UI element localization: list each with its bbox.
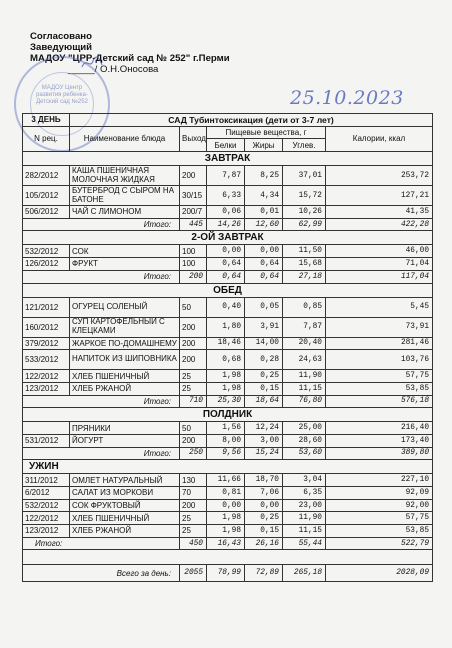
menu-body xyxy=(23,152,433,582)
col-carbs: Углев. xyxy=(283,139,326,152)
carbs-value: 0,85 xyxy=(283,297,326,317)
protein-value: 0,06 xyxy=(207,206,245,219)
carbs-value: 23,00 xyxy=(283,499,326,512)
protein-value: 8,00 xyxy=(207,434,245,447)
calories-value: 227,10 xyxy=(326,474,433,487)
total-label: Итого: xyxy=(23,447,180,460)
dish-name: ХЛЕБ ПШЕНИЧНЫЙ xyxy=(70,370,180,383)
total-calories: 117,04 xyxy=(326,270,433,283)
yield-value: 25 xyxy=(180,382,207,395)
total-protein: 14,26 xyxy=(207,218,245,231)
head-title: Заведующий xyxy=(30,42,93,53)
protein-value: 0,64 xyxy=(207,258,245,271)
section-title: 2-ОЙ ЗАВТРАК xyxy=(23,231,433,245)
fat-value: 3,00 xyxy=(245,434,283,447)
protein-value: 0,00 xyxy=(207,245,245,258)
menu-row xyxy=(23,487,433,500)
total-fat: 0,64 xyxy=(245,270,283,283)
calories-value: 41,35 xyxy=(326,206,433,219)
dish-name: ПРЯНИКИ xyxy=(70,422,180,435)
grand-total-yield: 2055 xyxy=(180,565,207,582)
handwritten-signature xyxy=(80,55,104,71)
fat-value: 0,00 xyxy=(245,499,283,512)
recipe-number: 6/2012 xyxy=(23,487,70,500)
col-protein: Белки xyxy=(207,139,245,152)
recipe-number: 379/2012 xyxy=(23,337,70,350)
total-carbs: 76,80 xyxy=(283,395,326,408)
menu-row xyxy=(23,512,433,525)
dish-name: ХЛЕБ ПШЕНИЧНЫЙ xyxy=(70,512,180,525)
protein-value: 1,80 xyxy=(207,317,245,337)
carbs-value: 3,04 xyxy=(283,474,326,487)
menu-row xyxy=(23,258,433,271)
grand-total-calories: 2028,09 xyxy=(326,565,433,582)
recipe-number: 123/2012 xyxy=(23,525,70,538)
yield-value: 100 xyxy=(180,245,207,258)
menu-row xyxy=(23,525,433,538)
protein-value: 1,98 xyxy=(207,370,245,383)
carbs-value: 15,72 xyxy=(283,186,326,206)
menu-row xyxy=(23,434,433,447)
total-fat: 15,24 xyxy=(245,447,283,460)
fat-value: 0,64 xyxy=(245,258,283,271)
menu-row xyxy=(23,245,433,258)
total-yield: 710 xyxy=(180,395,207,408)
carbs-value: 11,15 xyxy=(283,525,326,538)
total-label: Итого: xyxy=(23,537,180,550)
yield-value: 25 xyxy=(180,512,207,525)
grand-total-label: Всего за день: xyxy=(23,565,180,582)
carbs-value: 15,68 xyxy=(283,258,326,271)
total-carbs: 62,99 xyxy=(283,218,326,231)
yield-value: 200 xyxy=(180,337,207,350)
fat-value: 14,00 xyxy=(245,337,283,350)
recipe-number: 105/2012 xyxy=(23,186,70,206)
total-yield: 450 xyxy=(180,537,207,550)
col-calories: Калории, ккал xyxy=(326,126,433,151)
menu-row xyxy=(23,474,433,487)
section-total-row xyxy=(23,537,433,550)
dish-name: ЖАРКОЕ ПО-ДОМАШНЕМУ xyxy=(70,337,180,350)
yield-value: 200 xyxy=(180,317,207,337)
menu-row xyxy=(23,317,433,337)
day-label: 3 ДЕНЬ xyxy=(23,114,70,127)
protein-value: 7,87 xyxy=(207,166,245,186)
total-carbs: 27,18 xyxy=(283,270,326,283)
fat-value: 8,25 xyxy=(245,166,283,186)
yield-value: 30/15 xyxy=(180,186,207,206)
section-title: УЖИН xyxy=(23,460,433,474)
col-recipe-number: N рец. xyxy=(23,126,70,151)
col-dish-name: Наименование блюда xyxy=(70,126,180,151)
section-total-row xyxy=(23,395,433,408)
yield-value: 200 xyxy=(180,434,207,447)
recipe-number: 122/2012 xyxy=(23,512,70,525)
approval-line: Согласовано xyxy=(30,31,92,42)
total-fat: 26,16 xyxy=(245,537,283,550)
spacer-row xyxy=(23,550,433,565)
recipe-number: 533/2012 xyxy=(23,350,70,370)
section-header-row xyxy=(23,152,433,166)
carbs-value: 10,26 xyxy=(283,206,326,219)
total-yield: 445 xyxy=(180,218,207,231)
carbs-value: 11,90 xyxy=(283,512,326,525)
carbs-value: 6,35 xyxy=(283,487,326,500)
calories-value: 253,72 xyxy=(326,166,433,186)
grand-total-protein: 78,99 xyxy=(207,565,245,582)
total-calories: 422,28 xyxy=(326,218,433,231)
protein-value: 0,68 xyxy=(207,350,245,370)
yield-value: 70 xyxy=(180,487,207,500)
section-title: ПОЛДНИК xyxy=(23,408,433,422)
protein-value: 1,98 xyxy=(207,525,245,538)
yield-value: 200 xyxy=(180,350,207,370)
dish-name: СУП КАРТОФЕЛЬНЫЙ С КЛЕЦКАМИ xyxy=(70,317,180,337)
dish-name: ОМЛЕТ НАТУРАЛЬНЫЙ xyxy=(70,474,180,487)
fat-value: 0,00 xyxy=(245,245,283,258)
recipe-number: 311/2012 xyxy=(23,474,70,487)
recipe-number: 506/2012 xyxy=(23,206,70,219)
fat-value: 7,06 xyxy=(245,487,283,500)
dish-name: БУТЕРБРОД С СЫРОМ НА БАТОНЕ xyxy=(70,186,180,206)
fat-value: 12,24 xyxy=(245,422,283,435)
calories-value: 71,04 xyxy=(326,258,433,271)
yield-value: 50 xyxy=(180,422,207,435)
menu-table xyxy=(22,113,433,582)
fat-value: 0,05 xyxy=(245,297,283,317)
yield-value: 200 xyxy=(180,166,207,186)
yield-value: 200 xyxy=(180,499,207,512)
menu-row xyxy=(23,186,433,206)
total-yield: 200 xyxy=(180,270,207,283)
recipe-number: 532/2012 xyxy=(23,499,70,512)
calories-value: 53,85 xyxy=(326,382,433,395)
section-total-row xyxy=(23,447,433,460)
fat-value: 0,15 xyxy=(245,525,283,538)
total-protein: 9,56 xyxy=(207,447,245,460)
total-carbs: 55,44 xyxy=(283,537,326,550)
recipe-number xyxy=(23,422,70,435)
dish-name: СОК ФРУКТОВЫЙ xyxy=(70,499,180,512)
dish-name: СОК xyxy=(70,245,180,258)
grand-total-fat: 72,89 xyxy=(245,565,283,582)
carbs-value: 7,87 xyxy=(283,317,326,337)
calories-value: 92,00 xyxy=(326,499,433,512)
total-protein: 16,43 xyxy=(207,537,245,550)
recipe-number: 160/2012 xyxy=(23,317,70,337)
yield-value: 25 xyxy=(180,525,207,538)
carbs-value: 24,63 xyxy=(283,350,326,370)
fat-value: 4,34 xyxy=(245,186,283,206)
carbs-value: 11,50 xyxy=(283,245,326,258)
stamp-text: МАДОУ Центр развития ребенка-Детский сад №252 xyxy=(30,72,94,136)
total-carbs: 53,60 xyxy=(283,447,326,460)
institution-name: МАДОУ "ЦРР-Детский сад № 252" г.Перми xyxy=(30,53,230,64)
section-header-row xyxy=(23,283,433,297)
carbs-value: 20,40 xyxy=(283,337,326,350)
dish-name: САЛАТ ИЗ МОРКОВИ xyxy=(70,487,180,500)
dish-name: НАПИТОК ИЗ ШИПОВНИКА xyxy=(70,350,180,370)
dish-name: ЧАЙ С ЛИМОНОМ xyxy=(70,206,180,219)
grand-total-row xyxy=(23,565,433,582)
table-title: САД Тубинтоксикация (дети от 3-7 лет) xyxy=(70,114,433,127)
dish-name: ЙОГУРТ xyxy=(70,434,180,447)
yield-value: 100 xyxy=(180,258,207,271)
carbs-value: 11,90 xyxy=(283,370,326,383)
total-label: Итого: xyxy=(23,218,180,231)
recipe-number: 123/2012 xyxy=(23,382,70,395)
calories-value: 46,00 xyxy=(326,245,433,258)
menu-row xyxy=(23,166,433,186)
calories-value: 127,21 xyxy=(326,186,433,206)
total-protein: 25,30 xyxy=(207,395,245,408)
total-protein: 0,64 xyxy=(207,270,245,283)
protein-value: 1,98 xyxy=(207,512,245,525)
col-fat: Жиры xyxy=(245,139,283,152)
total-yield: 250 xyxy=(180,447,207,460)
calories-value: 103,76 xyxy=(326,350,433,370)
col-nutrients: Пищевые вещества, г xyxy=(207,126,326,139)
menu-row xyxy=(23,350,433,370)
total-calories: 389,80 xyxy=(326,447,433,460)
calories-value: 57,75 xyxy=(326,370,433,383)
recipe-number: 532/2012 xyxy=(23,245,70,258)
section-header-row xyxy=(23,231,433,245)
fat-value: 18,70 xyxy=(245,474,283,487)
dish-name: КАША ПШЕНИЧНАЯ МОЛОЧНАЯ ЖИДКАЯ xyxy=(70,166,180,186)
calories-value: 57,75 xyxy=(326,512,433,525)
fat-value: 0,28 xyxy=(245,350,283,370)
recipe-number: 531/2012 xyxy=(23,434,70,447)
carbs-value: 28,60 xyxy=(283,434,326,447)
protein-value: 0,40 xyxy=(207,297,245,317)
yield-value: 25 xyxy=(180,370,207,383)
dish-name: ХЛЕБ РЖАНОЙ xyxy=(70,525,180,538)
spacer-cell xyxy=(23,550,433,565)
total-calories: 576,18 xyxy=(326,395,433,408)
recipe-number: 282/2012 xyxy=(23,166,70,186)
col-yield: Выход xyxy=(180,126,207,151)
section-total-row xyxy=(23,218,433,231)
total-fat: 18,64 xyxy=(245,395,283,408)
protein-value: 0,00 xyxy=(207,499,245,512)
yield-value: 200/7 xyxy=(180,206,207,219)
calories-value: 73,91 xyxy=(326,317,433,337)
total-label: Итого: xyxy=(23,395,180,408)
fat-value: 0,25 xyxy=(245,512,283,525)
section-title: ЗАВТРАК xyxy=(23,152,433,166)
menu-row xyxy=(23,382,433,395)
dish-name: ФРУКТ xyxy=(70,258,180,271)
total-calories: 522,79 xyxy=(326,537,433,550)
total-fat: 12,60 xyxy=(245,218,283,231)
handwritten-date: 25.10.2023 xyxy=(290,87,404,109)
protein-value: 18,46 xyxy=(207,337,245,350)
protein-value: 6,33 xyxy=(207,186,245,206)
grand-total-carbs: 265,18 xyxy=(283,565,326,582)
calories-value: 216,40 xyxy=(326,422,433,435)
section-title: ОБЕД xyxy=(23,283,433,297)
menu-row xyxy=(23,297,433,317)
section-header-row xyxy=(23,408,433,422)
signature-line: _____/ О.Н.Оносова xyxy=(68,64,159,75)
dish-name: ХЛЕБ РЖАНОЙ xyxy=(70,382,180,395)
menu-row xyxy=(23,337,433,350)
recipe-number: 126/2012 xyxy=(23,258,70,271)
recipe-number: 122/2012 xyxy=(23,370,70,383)
section-total-row xyxy=(23,270,433,283)
menu-row xyxy=(23,422,433,435)
menu-row xyxy=(23,370,433,383)
total-label: Итого: xyxy=(23,270,180,283)
calories-value: 53,85 xyxy=(326,525,433,538)
protein-value: 1,56 xyxy=(207,422,245,435)
fat-value: 0,15 xyxy=(245,382,283,395)
menu-row xyxy=(23,499,433,512)
fat-value: 0,01 xyxy=(245,206,283,219)
calories-value: 281,46 xyxy=(326,337,433,350)
calories-value: 173,40 xyxy=(326,434,433,447)
dish-name: ОГУРЕЦ СОЛЕНЫЙ xyxy=(70,297,180,317)
protein-value: 0,81 xyxy=(207,487,245,500)
carbs-value: 37,01 xyxy=(283,166,326,186)
recipe-number: 121/2012 xyxy=(23,297,70,317)
protein-value: 11,66 xyxy=(207,474,245,487)
carbs-value: 25,00 xyxy=(283,422,326,435)
yield-value: 130 xyxy=(180,474,207,487)
calories-value: 5,45 xyxy=(326,297,433,317)
menu-row xyxy=(23,206,433,219)
carbs-value: 11,15 xyxy=(283,382,326,395)
protein-value: 1,98 xyxy=(207,382,245,395)
yield-value: 50 xyxy=(180,297,207,317)
section-header-row xyxy=(23,460,433,474)
fat-value: 0,25 xyxy=(245,370,283,383)
calories-value: 92,09 xyxy=(326,487,433,500)
fat-value: 3,91 xyxy=(245,317,283,337)
